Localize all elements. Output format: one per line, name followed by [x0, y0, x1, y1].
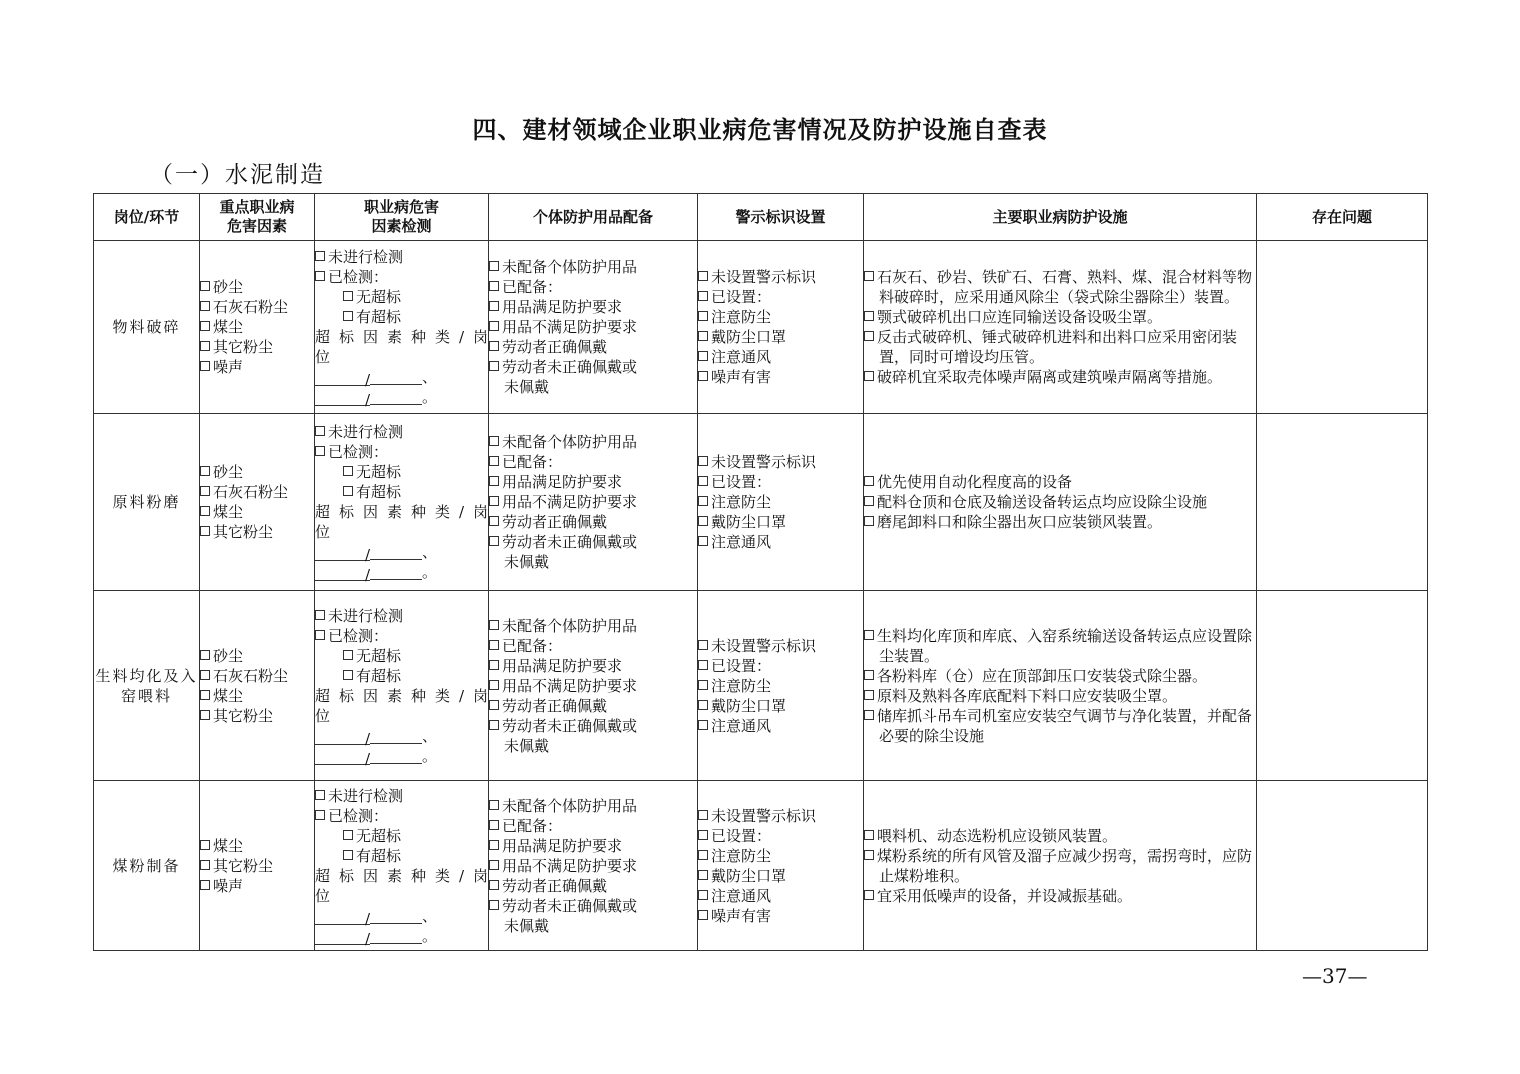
factor-option: 砂尘	[200, 462, 314, 482]
checkbox-icon[interactable]	[864, 496, 874, 506]
ppe-cell	[489, 781, 698, 951]
detect-blank-line[interactable]: / 。	[315, 387, 488, 407]
hazard-factors-cell	[200, 781, 315, 951]
hazard-factors-cell	[200, 591, 315, 781]
warning-option: 注意防尘	[698, 307, 863, 327]
checkbox-icon[interactable]	[489, 820, 499, 830]
detect-not-tested: 未进行检测	[315, 247, 488, 267]
protection-facilities-cell	[864, 591, 1257, 781]
position-cell: 物料破碎	[94, 241, 200, 414]
detect-blank-line[interactable]: / 、	[315, 726, 488, 746]
warning-option: 注意防尘	[698, 846, 863, 866]
checkbox-icon[interactable]	[489, 880, 499, 890]
detect-exceed: 有超标	[315, 666, 488, 686]
facility-item: 石灰石、砂岩、铁矿石、石膏、熟料、煤、混合材料等物料破碎时，应采用通风除尘（袋式除尘器除尘）装置。	[864, 267, 1256, 307]
detect-no-exceed: 无超标	[315, 826, 488, 846]
ppe-option: 劳动者正确佩戴	[489, 696, 697, 716]
checkbox-icon[interactable]	[864, 516, 874, 526]
ppe-option: 劳动者正确佩戴	[489, 337, 697, 357]
checkbox-icon[interactable]	[698, 700, 708, 710]
ppe-option: 用品满足防护要求	[489, 472, 697, 492]
ppe-option: 已配备：	[489, 452, 697, 472]
detect-tested: 已检测：	[315, 442, 488, 462]
checkbox-icon[interactable]	[698, 830, 708, 840]
detect-blank-line[interactable]: / 。	[315, 926, 488, 946]
detect-blank-line[interactable]: / 、	[315, 367, 488, 387]
protection-facilities-cell	[864, 241, 1257, 414]
detect-tested: 已检测：	[315, 626, 488, 646]
table-row	[94, 781, 1428, 951]
warning-option: 未设置警示标识	[698, 806, 863, 826]
section-subtitle: （一）水泥制造	[150, 162, 325, 188]
checkbox-icon[interactable]	[489, 900, 499, 910]
detect-not-tested: 未进行检测	[315, 606, 488, 626]
protection-facilities-cell	[864, 781, 1257, 951]
checkbox-icon[interactable]	[343, 650, 353, 660]
factor-option: 煤尘	[200, 836, 314, 856]
detect-not-tested: 未进行检测	[315, 786, 488, 806]
checkbox-icon[interactable]	[315, 790, 325, 800]
checkbox-icon[interactable]	[343, 311, 353, 321]
problems-cell[interactable]	[1257, 414, 1428, 591]
checkbox-icon[interactable]	[343, 466, 353, 476]
detect-blank-line[interactable]: / 。	[315, 562, 488, 582]
factor-option: 煤尘	[200, 502, 314, 522]
ppe-cell	[489, 591, 698, 781]
checkbox-icon[interactable]	[489, 361, 499, 371]
checkbox-icon[interactable]	[343, 850, 353, 860]
header-ppe: 个体防护用品配备	[489, 194, 698, 241]
ppe-option: 劳动者未正确佩戴或 未佩戴	[489, 357, 697, 397]
checkbox-icon[interactable]	[343, 830, 353, 840]
checkbox-icon[interactable]	[489, 281, 499, 291]
checkbox-icon[interactable]	[698, 456, 708, 466]
factor-option: 砂尘	[200, 277, 314, 297]
facility-item: 磨尾卸料口和除尘器出灰口应装锁风装置。	[864, 512, 1256, 532]
detect-kind-label-cont: 位	[315, 523, 331, 541]
checkbox-icon[interactable]	[200, 341, 210, 351]
warning-option: 已设置：	[698, 656, 863, 676]
checkbox-icon[interactable]	[698, 660, 708, 670]
checkbox-icon[interactable]	[698, 516, 708, 526]
warning-option: 注意通风	[698, 886, 863, 906]
warning-option: 戴防尘口罩	[698, 512, 863, 532]
hazard-detection-cell	[315, 781, 489, 951]
ppe-option: 用品不满足防护要求	[489, 676, 697, 696]
checkbox-icon[interactable]	[698, 720, 708, 730]
checkbox-icon[interactable]	[489, 436, 499, 446]
factor-option: 石灰石粉尘	[200, 297, 314, 317]
warning-option: 注意防尘	[698, 676, 863, 696]
warning-option: 已设置：	[698, 826, 863, 846]
checkbox-icon[interactable]	[200, 506, 210, 516]
checkbox-icon[interactable]	[489, 860, 499, 870]
header-problems: 存在问题	[1257, 194, 1428, 241]
factor-option: 其它粉尘	[200, 856, 314, 876]
position-cell: 煤粉制备	[94, 781, 200, 951]
facility-item: 煤粉系统的所有风管及溜子应减少拐弯，需拐弯时，应防止煤粉堆积。	[864, 846, 1256, 886]
checkbox-icon[interactable]	[864, 371, 874, 381]
checkbox-icon[interactable]	[864, 630, 874, 640]
table-row	[94, 591, 1428, 781]
facility-item: 喂料机、动态选粉机应设锁风装置。	[864, 826, 1256, 846]
detect-not-tested: 未进行检测	[315, 422, 488, 442]
factor-option: 其它粉尘	[200, 337, 314, 357]
ppe-option: 劳动者未正确佩戴或 未佩戴	[489, 532, 697, 572]
checkbox-icon[interactable]	[200, 321, 210, 331]
checkbox-icon[interactable]	[489, 476, 499, 486]
facility-item: 配料仓顶和仓底及输送设备转运点均应设除尘设施	[864, 492, 1256, 512]
checkbox-icon[interactable]	[698, 271, 708, 281]
checkbox-icon[interactable]	[489, 301, 499, 311]
warning-option: 噪声有害	[698, 906, 863, 926]
checkbox-icon[interactable]	[864, 890, 874, 900]
checkbox-icon[interactable]	[864, 690, 874, 700]
ppe-option: 未配备个体防护用品	[489, 257, 697, 277]
ppe-cell	[489, 414, 698, 591]
warning-option: 注意通风	[698, 716, 863, 736]
checkbox-icon[interactable]	[489, 536, 499, 546]
checkbox-icon[interactable]	[698, 890, 708, 900]
header-protection-facilities: 主要职业病防护设施	[864, 194, 1257, 241]
checkbox-icon[interactable]	[864, 271, 874, 281]
header-hazard-detection: 职业病危害 因素检测	[315, 194, 489, 241]
factor-option: 砂尘	[200, 646, 314, 666]
ppe-option: 未配备个体防护用品	[489, 432, 697, 452]
hazard-factors-cell	[200, 414, 315, 591]
factor-option: 噪声	[200, 876, 314, 896]
checkbox-icon[interactable]	[698, 810, 708, 820]
ppe-cell	[489, 241, 698, 414]
checkbox-icon[interactable]	[315, 446, 325, 456]
checkbox-icon[interactable]	[698, 476, 708, 486]
checkbox-icon[interactable]	[489, 640, 499, 650]
problems-cell[interactable]	[1257, 591, 1428, 781]
warning-option: 未设置警示标识	[698, 267, 863, 287]
checkbox-icon[interactable]	[698, 311, 708, 321]
factor-option: 煤尘	[200, 317, 314, 337]
checkbox-icon[interactable]	[489, 800, 499, 810]
ppe-option: 劳动者正确佩戴	[489, 512, 697, 532]
checkbox-icon[interactable]	[343, 291, 353, 301]
facility-item: 反击式破碎机、锤式破碎机进料和出料口应采用密闭装置，同时可增设均压管。	[864, 327, 1256, 367]
checkbox-icon[interactable]	[200, 281, 210, 291]
ppe-option: 已配备：	[489, 636, 697, 656]
header-hazard-factors: 重点职业病 危害因素	[200, 194, 315, 241]
warning-option: 注意防尘	[698, 492, 863, 512]
checkbox-icon[interactable]	[489, 456, 499, 466]
ppe-option: 用品不满足防护要求	[489, 492, 697, 512]
checkbox-icon[interactable]	[343, 670, 353, 680]
checkbox-icon[interactable]	[489, 720, 499, 730]
checkbox-icon[interactable]	[489, 341, 499, 351]
checkbox-icon[interactable]	[489, 261, 499, 271]
factor-option: 石灰石粉尘	[200, 666, 314, 686]
checkbox-icon[interactable]	[200, 486, 210, 496]
position-cell: 原料粉磨	[94, 414, 200, 591]
checkbox-icon[interactable]	[698, 910, 708, 920]
warning-signs-cell	[698, 781, 864, 951]
checkbox-icon[interactable]	[315, 271, 325, 281]
checkbox-icon[interactable]	[200, 880, 210, 890]
warning-option: 注意通风	[698, 532, 863, 552]
checkbox-icon[interactable]	[200, 840, 210, 850]
facility-item: 原料及熟料各库底配料下料口应安装吸尘罩。	[864, 686, 1256, 706]
checkbox-icon[interactable]	[698, 331, 708, 341]
warning-option: 已设置：	[698, 472, 863, 492]
detect-tested: 已检测：	[315, 806, 488, 826]
hazard-detection-cell	[315, 414, 489, 591]
checkbox-icon[interactable]	[489, 660, 499, 670]
checkbox-icon[interactable]	[698, 496, 708, 506]
facility-item: 生料均化库顶和库底、入窑系统输送设备转运点应设置除尘装置。	[864, 626, 1256, 666]
checkbox-icon[interactable]	[200, 301, 210, 311]
warning-option: 已设置：	[698, 287, 863, 307]
checkbox-icon[interactable]	[315, 810, 325, 820]
problems-cell[interactable]	[1257, 781, 1428, 951]
factor-option: 煤尘	[200, 686, 314, 706]
detect-tested: 已检测：	[315, 267, 488, 287]
checkbox-icon[interactable]	[698, 850, 708, 860]
factor-option: 其它粉尘	[200, 522, 314, 542]
facility-item: 颚式破碎机出口应连同输送设备设吸尘罩。	[864, 307, 1256, 327]
checkbox-icon[interactable]	[343, 486, 353, 496]
detect-kind-label-cont: 位	[315, 886, 331, 905]
table-header-row	[94, 194, 1428, 241]
ppe-option: 用品满足防护要求	[489, 836, 697, 856]
detect-blank-line[interactable]: / 。	[315, 746, 488, 766]
ppe-option: 劳动者正确佩戴	[489, 876, 697, 896]
detect-exceed: 有超标	[315, 482, 488, 502]
checkbox-icon[interactable]	[864, 311, 874, 321]
checkbox-icon[interactable]	[489, 700, 499, 710]
warning-signs-cell	[698, 241, 864, 414]
detect-exceed: 有超标	[315, 307, 488, 327]
ppe-option: 用品满足防护要求	[489, 656, 697, 676]
checkbox-icon[interactable]	[864, 710, 874, 720]
checkbox-icon[interactable]	[315, 630, 325, 640]
facility-item: 破碎机宜采取壳体噪声隔离或建筑噪声隔离等措施。	[864, 367, 1256, 387]
ppe-option: 劳动者未正确佩戴或 未佩戴	[489, 716, 697, 756]
protection-facilities-cell	[864, 414, 1257, 591]
factor-option: 其它粉尘	[200, 706, 314, 726]
detect-kind-label-cont: 位	[315, 348, 331, 366]
checkbox-icon[interactable]	[489, 680, 499, 690]
checkbox-icon[interactable]	[864, 850, 874, 860]
checkbox-icon[interactable]	[200, 670, 210, 680]
page-number: —37—	[1302, 964, 1368, 988]
checkbox-icon[interactable]	[315, 426, 325, 436]
checkbox-icon[interactable]	[200, 690, 210, 700]
checkbox-icon[interactable]	[864, 670, 874, 680]
page-title: 四、建材领域企业职业病危害情况及防护设施自查表	[472, 116, 1048, 144]
checkbox-icon[interactable]	[200, 466, 210, 476]
checkbox-icon[interactable]	[698, 640, 708, 650]
hazard-factors-cell	[200, 241, 315, 414]
warning-option: 噪声有害	[698, 367, 863, 387]
ppe-option: 用品满足防护要求	[489, 297, 697, 317]
warning-option: 未设置警示标识	[698, 636, 863, 656]
header-warning-signs: 警示标识设置	[698, 194, 864, 241]
facility-item: 各粉料库（仓）应在顶部卸压口安装袋式除尘器。	[864, 666, 1256, 686]
checkbox-icon[interactable]	[200, 361, 210, 371]
header-position: 岗位/环节	[94, 194, 200, 241]
hazard-detection-cell	[315, 591, 489, 781]
checkbox-icon[interactable]	[698, 870, 708, 880]
ppe-option: 用品不满足防护要求	[489, 317, 697, 337]
warning-option: 注意通风	[698, 347, 863, 367]
hazard-detection-cell	[315, 241, 489, 414]
ppe-option: 未配备个体防护用品	[489, 796, 697, 816]
warning-option: 戴防尘口罩	[698, 696, 863, 716]
warning-option: 戴防尘口罩	[698, 866, 863, 886]
detect-no-exceed: 无超标	[315, 646, 488, 666]
factor-option: 噪声	[200, 357, 314, 377]
checkbox-icon[interactable]	[315, 251, 325, 261]
checkbox-icon[interactable]	[489, 321, 499, 331]
facility-item: 储库抓斗吊车司机室应安装空气调节与净化装置，并配备必要的除尘设施	[864, 706, 1256, 746]
detect-no-exceed: 无超标	[315, 287, 488, 307]
detect-exceed: 有超标	[315, 846, 488, 866]
checkbox-icon[interactable]	[864, 830, 874, 840]
detect-kind-label: 超标因素种类/岗	[315, 686, 488, 705]
detect-blank-line[interactable]: / 、	[315, 906, 488, 926]
ppe-option: 已配备：	[489, 277, 697, 297]
checkbox-icon[interactable]	[698, 536, 708, 546]
facility-item: 优先使用自动化程度高的设备	[864, 472, 1256, 492]
checkbox-icon[interactable]	[698, 680, 708, 690]
table-row	[94, 414, 1428, 591]
position-cell: 生料均化及入窑喂料	[94, 591, 200, 781]
warning-option: 未设置警示标识	[698, 452, 863, 472]
checkbox-icon[interactable]	[200, 860, 210, 870]
ppe-option: 已配备：	[489, 816, 697, 836]
facility-item: 宜采用低噪声的设备，并设减振基础。	[864, 886, 1256, 906]
factor-option: 石灰石粉尘	[200, 482, 314, 502]
checkbox-icon[interactable]	[864, 476, 874, 486]
warning-option: 戴防尘口罩	[698, 327, 863, 347]
detect-kind-label: 超标因素种类/岗	[315, 328, 488, 346]
checkbox-icon[interactable]	[698, 371, 708, 381]
checkbox-icon[interactable]	[200, 650, 210, 660]
checkbox-icon[interactable]	[489, 516, 499, 526]
checkbox-icon[interactable]	[698, 291, 708, 301]
detect-kind-label-cont: 位	[315, 706, 331, 725]
checkbox-icon[interactable]	[489, 620, 499, 630]
detect-kind-label: 超标因素种类/岗	[315, 503, 488, 521]
ppe-option: 劳动者未正确佩戴或 未佩戴	[489, 896, 697, 936]
warning-signs-cell	[698, 591, 864, 781]
ppe-option: 未配备个体防护用品	[489, 616, 697, 636]
checkbox-icon[interactable]	[864, 331, 874, 341]
checkbox-icon[interactable]	[489, 840, 499, 850]
problems-cell[interactable]	[1257, 241, 1428, 414]
ppe-option: 用品不满足防护要求	[489, 856, 697, 876]
self-check-table	[93, 193, 1428, 951]
checkbox-icon[interactable]	[200, 526, 210, 536]
checkbox-icon[interactable]	[698, 351, 708, 361]
detect-blank-line[interactable]: / 、	[315, 542, 488, 562]
detect-kind-label: 超标因素种类/岗	[315, 866, 488, 885]
checkbox-icon[interactable]	[489, 496, 499, 506]
checkbox-icon[interactable]	[315, 610, 325, 620]
checkbox-icon[interactable]	[200, 710, 210, 720]
table-row	[94, 241, 1428, 414]
warning-signs-cell	[698, 414, 864, 591]
detect-no-exceed: 无超标	[315, 462, 488, 482]
